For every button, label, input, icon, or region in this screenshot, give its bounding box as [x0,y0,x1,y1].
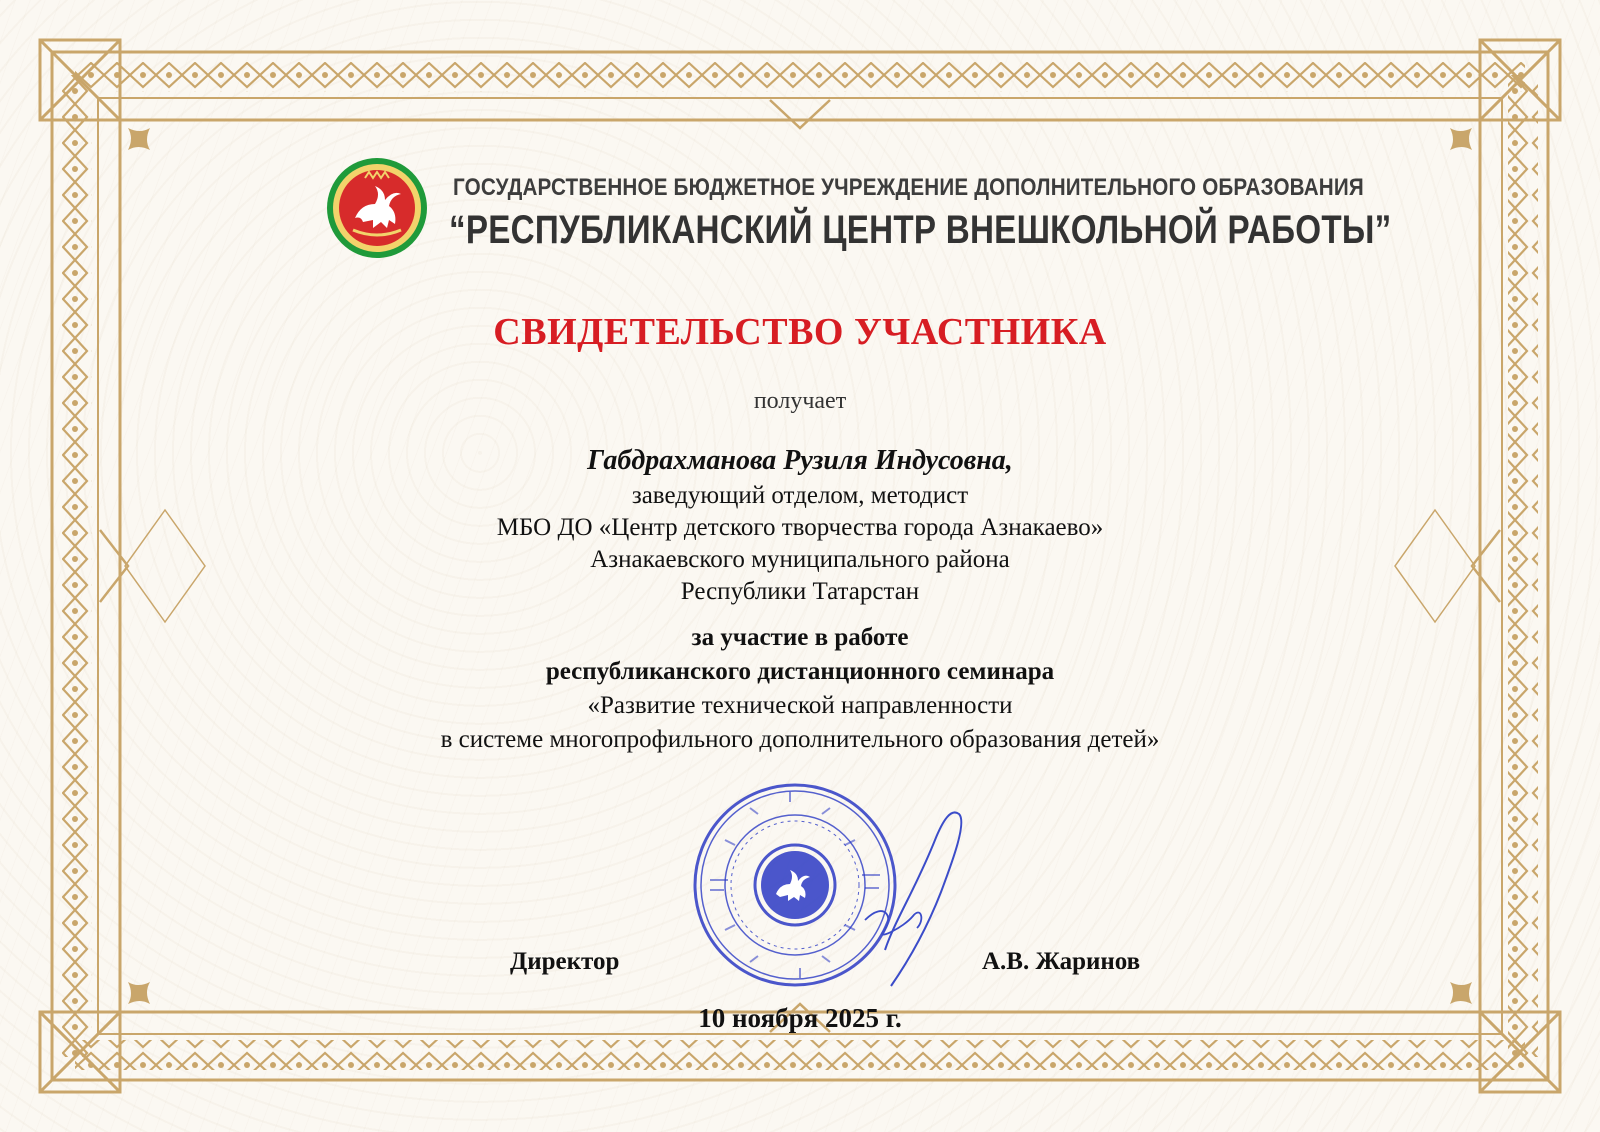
recipient-name: Габдрахманова Рузиля Индусовна, [587,445,1013,476]
tatarstan-emblem-icon [325,156,429,260]
seminar-topic-line-1: «Развитие технической направленности [587,692,1013,719]
handwritten-signature [855,800,995,990]
participation-line-2: республиканского дистанционного семинара [545,658,1055,685]
recipient-district: Азнакаевского муниципального района [590,546,1010,573]
participation-line-1: за участие в работе [691,624,909,651]
recipient-republic: Республики Татарстан [680,578,920,605]
recipient-position: заведующий отделом, методист [631,482,969,509]
recipient-organization: МБО ДО «Центр детского творчества города Азнакаево» [496,514,1104,541]
signer-name: А.В. Жаринов [982,948,1141,975]
signature-role: Директор [510,948,620,975]
organization-type: ГОСУДАРСТВЕННОЕ БЮДЖЕТНОЕ УЧРЕЖДЕНИЕ ДОПОЛНИТЕЛЬНОГО ОБРАЗОВАНИЯ [453,174,1364,201]
organization-header [325,156,1392,266]
organization-name: “РЕСПУБЛИКАНСКИЙ ЦЕНТР ВНЕШКОЛЬНОЙ РАБОТЫ” [449,208,1392,252]
seminar-topic-line-2: в системе многопрофильного дополнительного образования детей» [440,726,1160,753]
issue-date: 10 ноября 2025 г. [698,1003,902,1033]
receives-label: получает [753,388,847,414]
certificate-title: СВИДЕТЕЛЬСТВО УЧАСТНИКА [493,311,1107,353]
